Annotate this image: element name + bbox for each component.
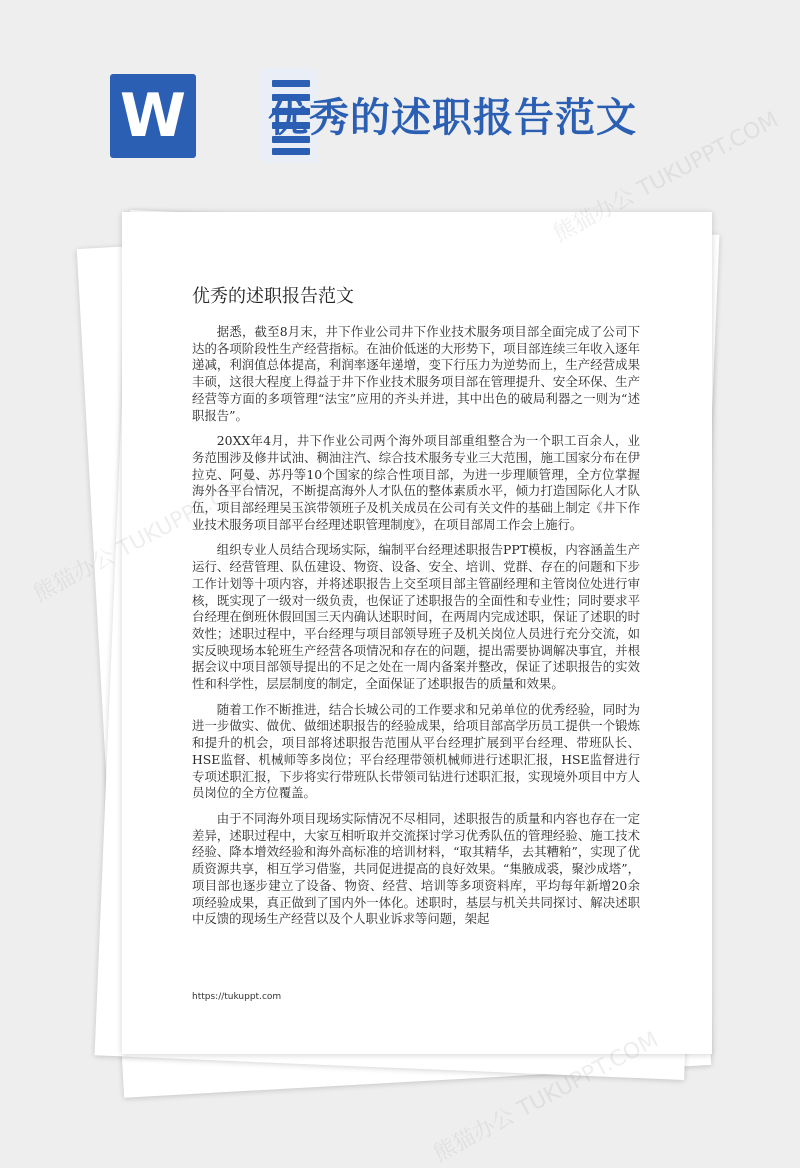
watermark: 熊猫办公 TUKUPPT.COM [549,107,783,248]
paragraph: 由于不同海外项目现场实际情况不尽相同，述职报告的质量和内容也存在一定差异，述职过程中，大家互相听取并交流探讨学习优秀队伍的管理经验、施工技术经验、降本增效经验和海外高标准的培训材料，“取其精华，去其糟粕”，实现了优质资源共享，相互学习借鉴，共同促进提高的良好效果。“集腋成裘，聚沙成塔”，项目部也逐步建立了设备、物资、经营、培训等多项资料库，平均每年新增20余项经验成果，真正做到了国内外一体化。述职时，基层与机关共同探讨、解决述职中反馈的现场生产经营以及个人职业诉求等问题，架起 [192,810,640,927]
document-title: 优秀的述职报告范文 [192,286,354,307]
word-document-icon [110,68,215,163]
document-body [192,324,640,937]
header-banner [0,0,800,200]
paragraph: 随着工作不断推进，结合长城公司的工作要求和兄弟单位的优秀经验，同时为进一步做实、做优、做细述职报告的经验成果，给项目部高学历员工提供一个锻炼和提升的机会，项目部将述职报告范围从平台经理扩展到平台经理、带班队长、HSE监督、机械师等多岗位；平台经理带领机械师进行述职汇报，HSE监督进行专项述职汇报，下步将实行带班队长带领司钻进行述职汇报，实现境外项目中方人员岗位的全方位覆盖。 [192,701,640,801]
paragraph: 据悉，截至8月末，井下作业公司井下作业技术服务项目部全面完成了公司下达的各项阶段性生产经营指标。在油价低迷的大形势下，项目部连续三年收入逐年递减，利润值总体提高，利润率逐年递增，变下行压力为逆势而上，生产经营成果丰硕，这很大程度上得益于井下作业技术服务项目部在管理提升、安全环保、生产经营等方面的多项管理“法宝”应用的齐头并进，其中出色的破局利器之一则为“述职报告”。 [192,324,640,423]
watermark: 熊猫办公 TUKUPPT.COM [429,1027,663,1168]
word-logo-letter: W [110,74,196,158]
paragraph: 20XX年4月，井下作业公司两个海外项目部重组整合为一个职工百余人，业务范围涉及修井试油、稠油注汽、综合技术服务专业三大范围，施工国家分布在伊拉克、阿曼、苏丹等10个国家的综合性项目部，为进一步理顺管理，全方位掌握海外各平台情况，不断提高海外人才队伍的整体素质水平，倾力打造国际化人才队伍，项目部经理吴玉滨带领班子及机关成员在公司有关文件的基础上制定《井下作业技术服务项目部平台经理述职管理制度》，在项目部周工作会上施行。 [192,433,640,532]
paragraph: 组织专业人员结合现场实际，编制平台经理述职报告PPT模板，内容涵盖生产运行、经营管理、队伍建设、物资、设备、安全、培训、党群、存在的问题和下步工作计划等十项内容，并将述职报告上交至项目部主管副经理和主管岗位处进行审核，既实现了一级对一级负责，也保证了述职报告的全面性和专业性；同时要求平台经理在倒班休假回国三天内确认述职时间，在两周内完成述职，保证了述职的时效性；述职过程中，平台经理与项目部领导班子及机关岗位人员进行充分交流，如实反映现场本轮班生产经营各项情况和存在的问题，提出需要协调解决事宜，并根据会议中项目部领导提出的不足之处在一周内备案并整改，保证了述职报告的实效性和科学性，层层制度的制定，全面保证了述职报告的质量和效果。 [192,542,640,692]
banner-title: 优秀的述职报告范文 [268,95,637,141]
document-page [122,212,712,1054]
footer-url: https://tukuppt.com [192,992,282,1002]
watermark: 熊猫办公 [29,543,120,608]
